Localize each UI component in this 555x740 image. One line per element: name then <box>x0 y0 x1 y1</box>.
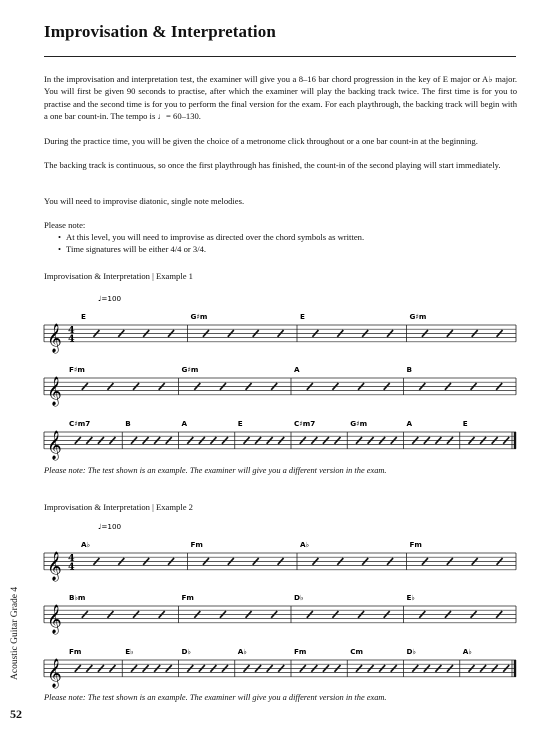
time-signature-bottom: 4 <box>68 333 75 345</box>
paragraph-3: The backing track is continuous, so once the first playthrough has finished, the count-in of the second playing will start immediately. <box>44 160 501 170</box>
bullet-item: • Time signatures will be either 4/4 or 3/4. <box>58 243 498 255</box>
chord-symbol: A♭ <box>237 647 247 656</box>
chord-symbol: A♭ <box>81 540 90 549</box>
time-signature-top: 4 <box>68 324 75 336</box>
chord-symbol: A♭ <box>300 540 309 549</box>
chord-symbol: G♯m <box>181 365 199 374</box>
page-number: 52 <box>10 707 22 721</box>
treble-clef-icon: 𝄞 <box>47 429 62 459</box>
chord-symbol: B <box>125 419 131 428</box>
chord-symbol: E <box>462 419 468 428</box>
chord-symbol: G♯m <box>350 419 368 428</box>
time-signature-bottom: 4 <box>68 561 75 573</box>
chord-symbol: Fm <box>409 540 422 549</box>
treble-clef-icon: 𝄞 <box>47 657 62 687</box>
chord-symbol: B <box>406 365 412 374</box>
sidebar-title: Acoustic Guitar Grade 4 <box>10 586 20 680</box>
chord-symbol: A <box>181 419 188 428</box>
chord-symbol: E♭ <box>125 647 134 656</box>
staff-system <box>44 522 516 581</box>
chord-symbol: D♭ <box>294 593 304 602</box>
tempo-marking: ♩=100 <box>98 294 122 303</box>
staff-system <box>44 593 516 634</box>
paragraph-2: During the practice time, you will be given the choice of a metronome click throughout or a one bar count-in at the beginning. <box>44 136 478 146</box>
example-1-note: Please note: The test shown is an example. The examiner will give you a different version in the exam. <box>44 466 387 475</box>
chord-symbol: A♭ <box>462 647 472 656</box>
treble-clef-icon: 𝄞 <box>47 550 62 580</box>
chord-symbol: A <box>294 365 300 374</box>
chord-symbol: C♯m7 <box>294 419 316 428</box>
example-1-label: Improvisation & Interpretation | Example 1 <box>44 271 193 281</box>
paragraph-5: Please note: <box>44 220 86 230</box>
paragraph-1: In the improvisation and interpretation test, the examiner will give you a 8–16 bar chord progression in the key of E major or A♭ major. You will first be given 90 seconds to practise, after which the examiner will play the backing track twice. The first time is for you to practise and the second time is for you to perform the final version for the exam. For each playthrough, the backing track will begin with a one bar count-in. The tempo is ♩= 60–130. <box>44 74 517 121</box>
tempo-marking: ♩=100 <box>98 522 122 531</box>
chord-symbol: C♯m7 <box>69 419 91 428</box>
chord-symbol: E♭ <box>406 593 415 602</box>
treble-clef-icon: 𝄞 <box>47 375 62 405</box>
paragraph-4: You will need to improvise diatonic, single note melodies. <box>44 196 245 206</box>
chord-symbol: Fm <box>190 540 203 549</box>
chord-symbol: Cm <box>350 647 364 656</box>
chord-symbol: G♯m <box>409 312 427 321</box>
chord-symbol: D♭ <box>406 647 416 656</box>
example-2-note: Please note: The test shown is an example. The examiner will give you a different version in the exam. <box>44 693 387 702</box>
chord-symbol: E <box>300 312 305 321</box>
chord-symbol: Fm <box>181 593 194 602</box>
staff-system <box>44 647 516 688</box>
chord-symbol: Fm <box>69 647 82 656</box>
bullet-item: • At this level, you will need to improvise as directed over the chord symbols as written. <box>58 231 498 243</box>
chord-symbol: A <box>406 419 413 428</box>
time-signature-top: 4 <box>68 552 75 564</box>
treble-clef-icon: 𝄞 <box>47 322 62 352</box>
treble-clef-icon: 𝄞 <box>47 603 62 633</box>
page-title: Improvisation & Interpretation <box>44 22 276 41</box>
chord-symbol: B♭m <box>69 593 86 602</box>
chord-symbol: F♯m <box>69 365 85 374</box>
example-2-label: Improvisation & Interpretation | Example 2 <box>44 502 193 512</box>
chord-symbol: E <box>237 419 243 428</box>
chord-symbol: Fm <box>294 647 307 656</box>
chord-symbol: D♭ <box>181 647 191 656</box>
chord-symbol: E <box>81 312 86 321</box>
chord-symbol: G♯m <box>190 312 208 321</box>
